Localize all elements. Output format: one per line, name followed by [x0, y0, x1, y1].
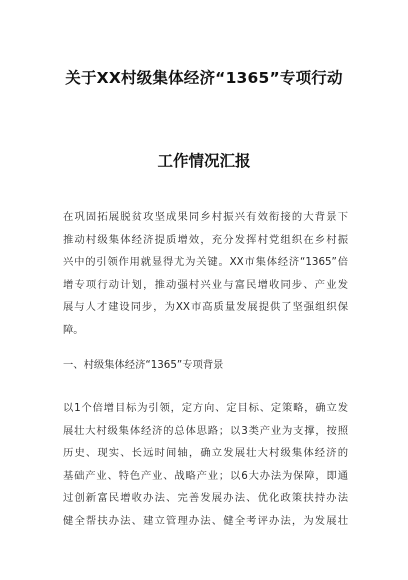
section-1-line: 以1个倍增目标为引领，定方向、定目标、定策略，确立发: [63, 402, 348, 414]
section-1-line: 过创新富民增收办法、完善发展办法、优化政策扶持办法: [63, 492, 348, 504]
intro-line: 在巩固拓展脱贫攻坚成果同乡村振兴有效衔接的大背景下: [63, 211, 348, 223]
document-title-line-1: 关于XX村级集体经济“1365”专项行动: [65, 69, 343, 87]
section-1-paragraph: [63, 397, 348, 532]
section-1-line: 展壮大村级集体经济的总体思路；以3类产业为支撑，按照: [63, 424, 348, 437]
intro-line: 推动村级集体经济提质增效，充分发挥村党组织在乡村振: [63, 233, 348, 246]
intro-paragraph: [63, 206, 348, 341]
section-1-heading: 一、村级集体经济“1365”专项背景: [63, 359, 224, 371]
document-title-line-2: 工作情况汇报: [157, 152, 251, 170]
section-1-line: 历史、现实、长远时间轴，确立发展壮大村级集体经济的: [63, 447, 348, 459]
section-1-line: 健全帮扶办法、建立管理办法、健全考评办法，为发展壮: [63, 514, 348, 527]
section-1-line: 基础产业、特色产业、战略产业；以6大办法为保障，即通: [63, 469, 348, 482]
intro-line: 兴中的引领作用就显得尤为关键。XX市集体经济“1365”倍: [63, 256, 348, 268]
intro-line: 障。: [63, 323, 84, 336]
intro-line: 增专项行动计划，推动强村兴业与富民增收同步、产业发: [63, 278, 348, 291]
intro-line: 展与人才建设同步，为XX市高质量发展提供了坚强组织保: [63, 301, 348, 313]
